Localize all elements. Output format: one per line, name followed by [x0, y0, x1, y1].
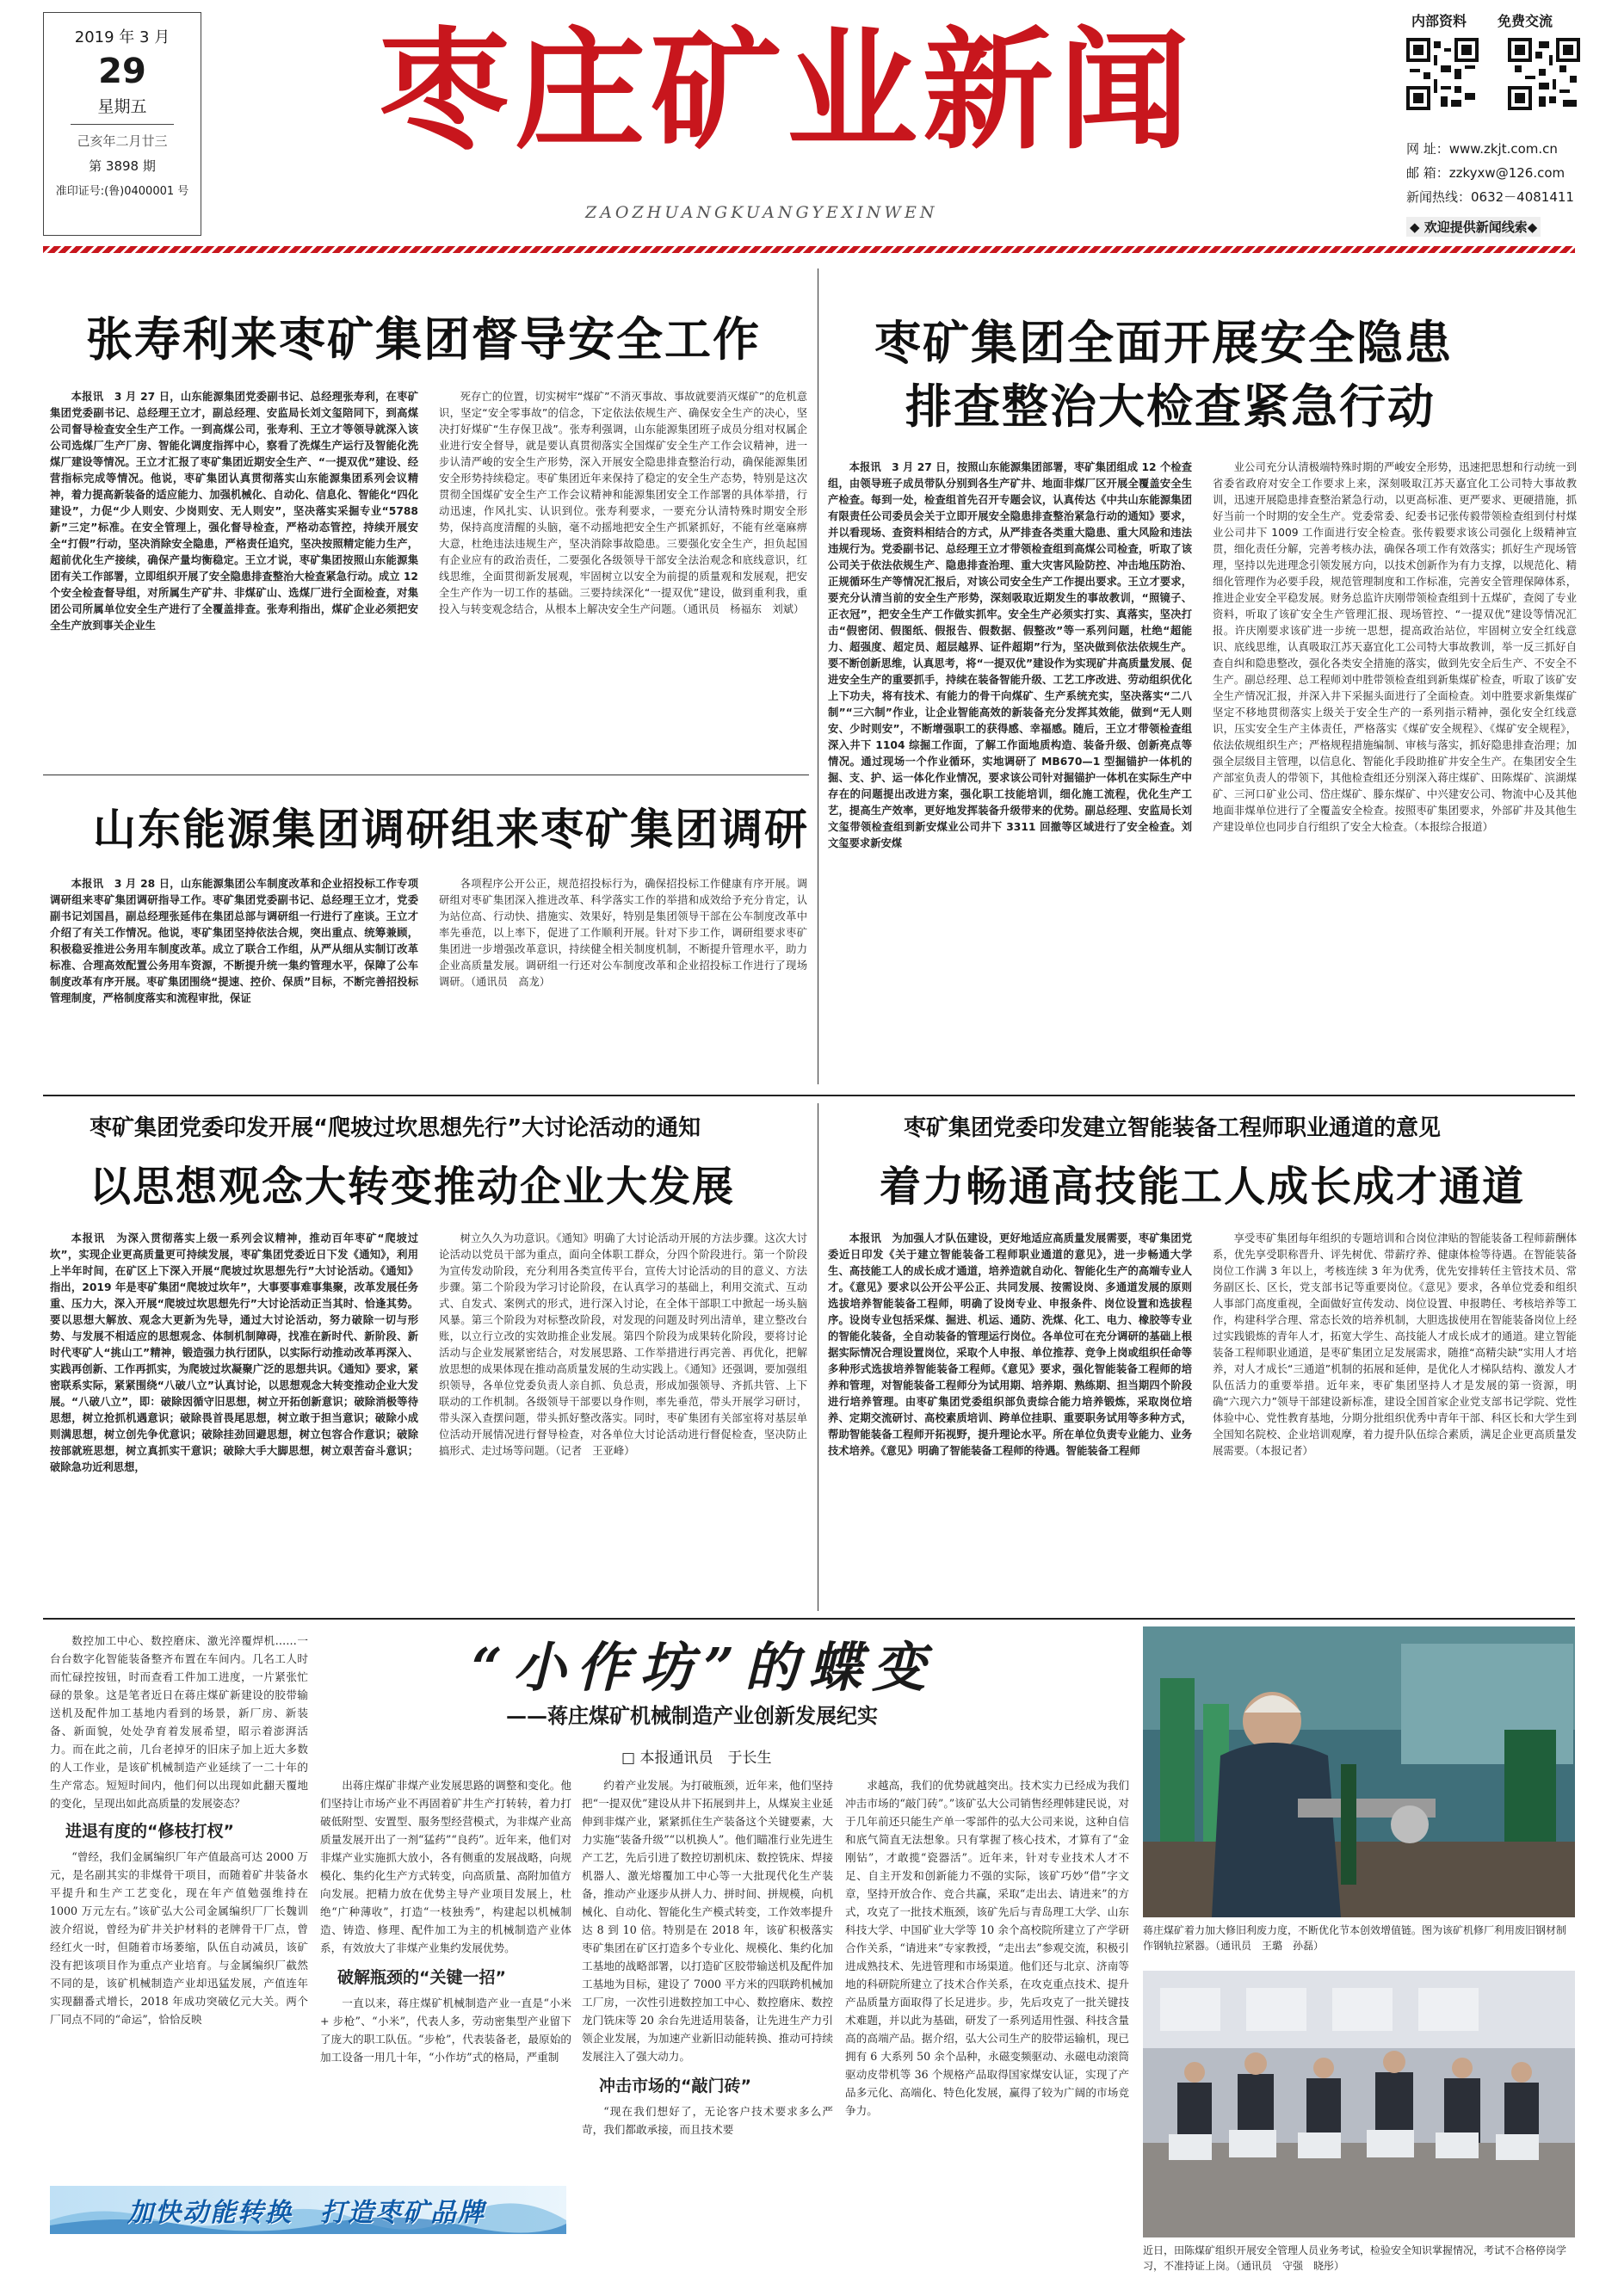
photo-worker-image: [1143, 1626, 1575, 1917]
contact-email: 邮 箱：zzkyxw@126.com: [1406, 165, 1566, 181]
issue-weekday: 星期五: [97, 97, 147, 116]
feature-col-2-text: 出蒋庄煤矿非煤产业发展思路的调整和变化。他们坚持让市场产业不再固着矿井生产打转转，着力打破低附型、安置型、服务型经营模式，为非煤产业高质量发展开出了一剂“猛药”“良药”。近年来，他们对非煤产业实施抓大放小，各有侧重的发展战略，向规模化、集约化生产方式转变，向高质量、高附加值方向发展。把精力放在优势主导产业项目发展上，杜绝“广种薄收”，打造“一枝独秀”，构建起以机械制造、铸造、修理、配件加工为主的机械制造产业体系，有效放大了非煤产业集约发展优势。: [320, 1779, 571, 1954]
feature-col-1b-text: “曾经，我们金属编织厂年产值最高可达 2000 万元，是名副其实的非煤骨干项目，而随着矿井装备水平提升和生产工艺变化，现在年产值勉强维持在 1000 万元左右。”该矿弘大公司金属编织厂厂长魏训波介绍说，曾经为矿井关护材料的老牌骨干厂点，曾经红火一时，但随着市场萎缩，队伍自动减员，该矿没有把该项目作为重点产业培育。与金属编织厂截然不同的是，该矿机械制造产业却迅猛发展，产值连年实现翻番式增长，2018 年成功突破亿元大关。两个厂同点不同的“命运”，恰恰反映: [50, 1850, 308, 2026]
issue-lunar: 己亥年二月廿三: [77, 133, 168, 149]
issue-permit: 准印证号:(鲁)0400001 号: [55, 185, 189, 198]
article-5-kicker: 枣矿集团党委印发建立智能装备工程师职业通道的意见: [904, 1115, 1442, 1141]
article-1-title: 张寿利来枣矿集团督导安全工作: [86, 312, 761, 367]
masthead-pinyin: ZAOZHUANGKUANGYEXINWEN: [585, 203, 938, 222]
article-3-body: [50, 876, 807, 1084]
photo-worker: [1143, 1626, 1575, 1917]
photo-exam: [1143, 1971, 1575, 2237]
article-2-col-1: 本报讯 3 月 27 日，按照山东能源集团部署，枣矿集团组成 12 个检查组，由领导班子成员带队分别到各生产矿井、地面非煤厂区开展全覆盖安全生产检查。每到一处，检查组首先召开专题会议，认真传达《中共山东能源集团有限责任公司委员会关于立即开展安全隐患排查整治紧急行动的通知》要求，并以看现场、查资料相结合的方式，从严排查各类重大隐患、重大风险和违法违规行为。党委副书记、总经理王立才带领检查组到高煤公司检查，听取了该公司关于依法依规生产、隐患排查治理、重大灾害风险防控、冲击地压防治、正规循环生产等情况汇报后，对该公司安全生产工作提出要求。王立才要求，要充分认清当前的安全生产形势，深刻吸取近期发生的事故教训，“照镜子、正衣冠”，把安全生产工作做实抓牢。安全生产必须实打实、真落实，坚决打击“假密闭、假图纸、假报告、假数据、假整改”等一系列问题，杜绝“超能力、超强度、超定员、超层越界、证件超期”行为，坚决做到依法依规生产。要不断创新思维，认真思考，将“一提双优”建设作为实现矿井高质量发展、促进安全生产的重要抓手，持续在装备智能升级、工艺工序改进、劳动组织优化上下功夫，将有技术、有能力的骨干向煤矿、生产系统充实，坚决落实“二八制”“三六制”作业，让企业智能高效的新装备充分发挥其效能，做到“无人则安、少时则安”，不断增强职工的获得感、幸福感。随后，王立才带领检查组深入井下 1104 综掘工作面，了解工作面地质构造、装备升级、创新亮点等情况。通过现场一个作业循环，实地调研了 MB670—1 型掘锚护一体机的掘、支、护、运一体化作业情况，要求该公司针对掘锚护一体机在实际生产中存在的问题提出改进方案，强化职工技能培训，细化施工流程，优化生产工艺，提高生产效率，更好地发挥装备升级带来的优势。副总经理、安监局长刘文玺带领检查组到新安煤业公司井下 3311 回撤等区域进行了安全检查。刘文玺要求新安煤: [828, 461, 1192, 849]
contact-hotline: 新闻热线：0632－4081411: [1406, 189, 1574, 205]
issue-date: 2019 年 3 月: [74, 28, 170, 46]
feature-col-4: [845, 1776, 1129, 2275]
article-5-body: [828, 1231, 1577, 1606]
contact-welcome: ◆ 欢迎提供新闻线索◆: [1406, 217, 1541, 237]
article-4-col-1: 本报讯 为深入贯彻落实上级一系列会议精神，推动百年枣矿“爬坡过坎”，实现企业更高质量更可持续发展，枣矿集团党委近日下发《通知》，利用上半年时间，在矿区上下深入开展“爬坡过坎思想先行”大讨论活动。《通知》指出，2019 年是枣矿集团“爬坡过坎年”，大事要事难事集聚，改革发展任务重、压力大，深入开展“爬坡过坎思想先行”大讨论活动正当其时、恰逢其势。要以思想大解放、观念大更新为先导，通过大讨论活动，努力破除一切与形势、与发展不相适应的思想观念、体制机制障碍，找准在新时代、新阶段、新时代枣矿人“挑山工”精神，锻造强力执行团队，以实际行动推动改革再深入、实践再创新、工作再抓实，为爬坡过坎凝聚广泛的思想共识。《通知》要求，紧密联系实际，紧紧围绕“八破八立”认真讨论，以思想观念大转变推动企业大发展。“八破八立”，即：破除因循守旧思想，树立开拓创新意识；破除消极等待思想，树立抢抓机遇意识；破除畏首畏尾思想，树立敢于担当意识；破除小成则满思想，树立创先争优意识；破除挂劲回避思想，树立包容合作意识；破除按部就班思想，树立真抓实干意识；破除大手大脚思想，树立艰苦奋斗意识；破除急功近利思想，: [50, 1232, 418, 1473]
slogan-banner: [50, 2186, 566, 2234]
slogan-text: 加快动能转换 打造枣矿品牌: [127, 2198, 485, 2228]
feature-col-4-text: 求越高，我们的优势就越突出。技术实力已经成为我们冲击市场的“敲门砖”。”该矿弘大公司销售经理韩建民说，对于几年前还只能生产单一零部件的弘大公司来说，这种自信和底气简直无法想象。只有掌握了核心技术，才算有了“金刚钻”，才敢揽“瓷器活”。近年来，针对专业技术人才不足、自主开发和创新能力不强的实际，该矿巧妙“借”字文章，坚持开放合作、竞合共赢，采取“走出去、请进来”的方式，攻克了一批技术瓶颈，该矿先后与青岛理工大学、山东科技大学、中国矿业大学等 10 余个高校院所建立了产学研合作关系，“请进来”专家教授，“走出去”参观交流，积极引进成熟技术、先进管理和市场渠道。他们还与北京、济南等地的科研院所建立了技术合作关系，在攻克重点技术、提升产品质量方面取得了长足进步。步，先后攻克了一批关键技术难题，并以此为基础，研发了一系列适用性强、科技含量高的高端产品。据介绍，弘大公司生产的胶带运输机，现已拥有 6 大系列 50 余个品种，永磁变频驱动、永磁电动滚筒驱动皮带机等 36 个规格产品取得国家煤安认证，实现了产品多元化、高端化、特色化发展，赢得了较为广阔的市场竞争力。: [845, 1779, 1129, 2117]
masthead-rule: [43, 246, 1575, 253]
article-5-col-1: 本报讯 为加强人才队伍建设，更好地适应高质量发展需要，枣矿集团党委近日印发《关于建立智能装备工程师职业通道的意见》，进一步畅通大学生、高技能工人的成长成才通道，培养造就自动化、智能化生产的高端专业人才。《意见》要求以公开公平公正、共同发展、按需设岗、多通道发展的原则选拔培养智能装备工程师，明确了设岗专业、申报条件、岗位设置和选拔程序。设岗专业包括采煤、掘进、机运、通防、洗煤、化工、电力、橡胶等专业的智能化装备，全自动装备的管理运行岗位。各单位可在充分调研的基础上根据实际情况合理设置岗位，采取个人申报、单位推荐、竞争上岗或组织任命等多种形式选拔培养智能装备工程师。《意见》要求，强化智能装备工程师的培养和管理，对智能装备工程师分为试用期、培养期、熟练期、担当期四个阶段进行培养管理。由枣矿集团党委组织部负责综合能力培养锻炼，采取岗位培养、定期交流研讨、高校素质培训、跨单位挂职、重要职务试用等多种方式，帮助智能装备工程师开拓视野，提升理论水平。所在单位负责专业能力、业务技术培养。《意见》明确了智能装备工程师的待遇。智能装备工程师: [828, 1232, 1192, 1457]
qr-code-left: [1406, 38, 1479, 110]
photo-exam-image: [1143, 1971, 1575, 2237]
article-3-col-2: 各项程序公开公正，规范招投标行为，确保招投标工作健康有序开展。调研组对枣矿集团深入推进改革、科学落实工作的举措和成效给予充分肯定，认为站位高、行动快、措施实、效果好，特别是集团领导干部在公车制度改革中率先垂范，以上率下，促进了工作顺利开展。针对下步工作，调研组要求枣矿集团进一步增强改革意识，持续健全相关制度机制，不断提升管理水平，助力企业高质量发展。调研组一行还对公车制度改革和企业招投标工作进行了现场调研。（通讯员 高龙）: [439, 878, 807, 988]
contact-website: 网 址：www.zkjt.com.cn: [1406, 141, 1558, 157]
tag-free: 免费交流: [1498, 13, 1553, 29]
feature-col-1: [50, 1632, 308, 2174]
article-1-col-1: 本报讯 3 月 27 日，山东能源集团党委副书记、总经理张寿利，在枣矿集团党委副书记、总经理王立才，副总经理、安监局长刘文玺陪同下，到高煤公司督导检查安全生产工作。一到高煤公司，张寿利、王立才等领导就深入该公司选煤厂生产厂房、智能化调度指挥中心，察看了洗煤生产运行及智能化洗煤厂建设等情况。王立才汇报了枣矿集团近期安全生产、“一提双优”建设、经营指标完成等情况。他说，枣矿集团认真贯彻落实山东能源集团系列会议精神，着力提高新装备的适应能力、加强机械化、自动化、信息化、智能化“四化建设”，力促“少人则安、少岗则安、无人则安”，坚决落实采掘专业“5788 新”三定”标准。在安全管理上，强化督导检查，严格动态管控，持续开展安全“打假”行动，坚决消除安全隐患，严格责任追究，坚决按照精定能力生产，超前优化生产接续，确保产量均衡稳定。王立才说，枣矿集团按照山东能源集团有关工作部署，立即组织开展了安全隐患排查整治大检查紧急行动。成立 12 个安全检查督导组，对所属生产矿井、非煤矿山、选煤厂进行全面检查，对集团公司所属单位安全生产进行了全覆盖排查。张寿利指出，煤矿企业必须把安全生产放到事关企业生: [50, 391, 418, 632]
feature-col-2: [320, 1776, 571, 2241]
photo-worker-caption: 蒋庄煤矿着力加大修旧利废力度，不断优化节本创效增值链。图为该矿机修厂利用废旧钢材制作钢轨拉紧器。（通讯员 王璐 孙磊）: [1143, 1924, 1567, 1952]
article-2-title-line-1: 枣矿集团全面开展安全隐患: [874, 316, 1453, 370]
article-4-col-2: 树立久久为功意识。《通知》明确了大讨论活动开展的方法步骤。这次大讨论活动以党员干部为重点，面向全体职工群众，分四个阶段进行。第一个阶段为宣传发动阶段，充分利用各类宣传平台，宣传大讨论活动的目的意义、方法步骤。第二个阶段为学习讨论阶段，在认真学习的基础上，利用交流式、互动式、自发式、案例式的形式，进行深入讨论，在全体干部职工中掀起一场头脑风暴。第三个阶段为对标整改阶段，对发现的问题及时列出清单，建立整改台账，以立行立改的实效助推企业发展。第四个阶段为成果转化阶段，要将讨论活动与企业发展紧密结合，对发展思路、工作举措进行再完善、再优化，把解放思想的成果体现在推动高质量发展的生动实践上。《通知》还强调，要加强组织领导，各单位党委负责人亲自抓、负总责，形成加强领导、齐抓共管、上下联动的工作机制。各级领导干部要以身作则，率先垂范，带头开展学习研讨，带头深入查摆问题，带头抓好整改落实。同时，枣矿集团有关部室将对基层单位活动开展情况进行督导检查，对各单位大讨论活动进行督促检查，坚决防止搞形式、走过场等问题。（记者 王亚峰）: [439, 1232, 807, 1457]
article-4-kicker: 枣矿集团党委印发开展“爬坡过坎思想先行”大讨论活动的通知: [90, 1115, 701, 1141]
article-4-title: 以思想观念大转变推动企业大发展: [90, 1163, 736, 1211]
tag-internal: 内部资料: [1411, 13, 1467, 29]
article-2-body: [828, 460, 1577, 1083]
feature-subhead-c: 冲击市场的“敲门砖”: [599, 2077, 751, 2095]
issue-number: 第 3898 期: [89, 158, 156, 174]
photo-exam-caption: 近日，田陈煤矿组织开展安全管理人员业务考试，检验安全知识掌握情况，考试不合格停岗学习，不准持证上岗。（通讯员 守强 晓彤）: [1143, 2244, 1567, 2272]
article-3-title: 山东能源集团调研组来枣矿集团调研: [93, 805, 809, 855]
qr-code-right: [1508, 38, 1580, 110]
article-5-title: 着力畅通高技能工人成长成才通道: [880, 1163, 1526, 1211]
article-2-title-line-2: 排查整治大检查紧急行动: [905, 380, 1436, 434]
feature-title: “小作坊”的蝶变: [472, 1636, 936, 1699]
feature-col-3b-text: “现在我们想好了，无论客户技术要求多么严苛，我们都敢承接，而且技术要: [582, 2105, 833, 2136]
section-rule-middle: [43, 1095, 1575, 1096]
section-rule-feature: [43, 1618, 1575, 1620]
article-4-body: [50, 1231, 807, 1606]
article-3-col-1: 本报讯 3 月 28 日，山东能源集团公车制度改革和企业招投标工作专项调研组来枣矿集团调研指导工作。枣矿集团党委副书记、总经理王立才，党委副书记刘国昌，副总经理张延伟在集团总部与调研组一行进行了座谈。王立才介绍了有关工作情况。他说，枣矿集团坚持依法合规，突出重点、统筹兼顾，积极稳妥推进公务用车制度改革。成立了联合工作组，从严从细从实制订改革标准、合理高效配置公务用车资源，不断提升统一集约管理水平，保障了公车制度改革有序开展。枣矿集团围绕“提速、控价、保质”目标，不断完善招投标管理制度，严格制度落实和流程审批，保证: [50, 878, 418, 1004]
feature-subtitle: ——蒋庄煤矿机械制造产业创新发展纪实: [506, 1703, 878, 1728]
issue-divider: [71, 124, 174, 125]
issue-info-box: [43, 12, 201, 236]
feature-subhead-a: 进退有度的“修枝打杈”: [65, 1822, 234, 1841]
feature-col-1-text: 数控加工中心、数控磨床、激光淬覆焊机……一台台数字化智能装备整齐布置在车间内。几名工人时而忙碌控按钮，时而查看工件加工进度，一片紧张忙碌的景象。这是笔者近日在蒋庄煤矿新建设的胶带输送机及配件加工基地内看到的场景，新厂房、新装备、新面貌，处处孕育着发展希望，昭示着澎湃活力。而在此之前，几台老掉牙的旧床子加上近大多数的人工作业，是该矿机械制造产业延续了一二十年的生产常态。短短时间内，他们何以出现如此翻天覆地的变化，呈现出如此高质量的发展姿态？: [50, 1634, 308, 1810]
article-1-body: [50, 389, 807, 761]
feature-byline: □ 本报通讯员 于长生: [621, 1750, 772, 1767]
article-5-col-2: 享受枣矿集团每年组织的专题培训和合岗位津贴的智能装备工程师薪酬体系，优先享受职称晋升、评先树优、带薪疗养、健康体检等待遇。在智能装备岗位工作满 3 年以上，考核连续 3 年为优秀，优先安排转任主管技术员、常务副区长、区长，党支部书记等重要岗位。《意见》要求，各单位党委和组织人事部门高度重视，全面做好宣传发动、岗位设置、申报聘任、考核培养等工作，构建科学合理、常态长效的培养机制，大胆选拔使用在智能装备岗位上经过实践锻炼的青年人才，拓宽大学生、高技能人才成长成才的通道。建立智能装备工程师职业通道，是枣矿集团立足发展需求，随推“高精尖缺”实用人才培养，对人才成长“三通道”机制的拓展和延伸，是优化人才梯队结构、激发人才队伍活力的重要举措。近年来，枣矿集团坚持人才是发展的第一资源，明确“六现六力”领导干部建设新标准，建设全国首家企业党支部书记学院、党性体验中心、党性教育基地，分期分批组织优秀中青年干部、科区长和大学生到全国知名院校、企业培训观摩，着力提升队伍综合素质，满足企业更高质量发展需要。（本报记者）: [1213, 1232, 1577, 1457]
feature-col-3-text: 约着产业发展。为打破瓶颈，近年来，他们坚持把“一提双优”建设从井下拓展到井上，从煤炭主业延伸到非煤产业，紧紧抓住生产装备这个关键要素，大力实施“装备升级”“以机换人”。他们瞄准行业先进生产工艺，先后引进了数控切割机床、数控铣床、焊接机器人、激光熔覆加工中心等一大批现代化生产装备，推动产业逐步从拼人力、拼时间、拼规模，向机械化、自动化、智能化生产模式转变，工作效率提升达 8 到 10 倍。特别是在 2018 年，该矿积极落实枣矿集团在矿区打造多个专业化、规模化、集约化加工基地的战略部署，以打造矿区胶带输送机及配件加工基地为目标，建设了 7000 平方米的四联跨机械加工厂房，一次性引进数控加工中心、数控磨床、数控龙门铣床等 20 余台先进适用装备，让先进生产力引领企业发展，为加速产业新旧动能转换、推动可持续发展注入了强大动力。: [582, 1779, 833, 2063]
article-1-col-2: 死存亡的位置，切实树牢“煤矿”不消灭事故、事故就要消灭煤矿”的危机意识，坚定“安全零事故”的信念，下定依法依规生产、确保安全生产的决心，坚决打好煤矿“生存保卫战”。张寿利强调，山东能源集团班子成员分组对权属企业进行安全督导，就是要认真贯彻落实全国煤矿安全生产工作会议精神，进一步认清严峻的安全生产形势，深入开展安全隐患排查整治行动，确保能源集团安全形势持续稳定。枣矿集团近年来保持了稳定的安全生产态势，特别是这次贯彻全国煤矿安全生产工作会议精神和能源集团安全工作部署的具体举措，行动迅速，作风扎实、认识到位。张寿利要求，一要充分认清特殊时期安全形势，保持高度清醒的头脑，毫不动摇地把安全生产抓紧抓好，不能有丝毫麻痹大意，杜绝违法违规生产，坚决消除事故隐患。三要强化安全生产，担负起国有企业应有的政治责任，二要强化各级领导干部安全法治观念和底线意识，红线思维，全面贯彻新发展观，牢固树立以安全为前提的质量观和发展观，把安全生产作为一切工作的基础。三要持续深化“一提双优”建设，做到重利我，重投入与转变观念结合，从根本上解决安全生产问题。（通讯员 杨福东 刘斌）: [439, 391, 807, 615]
feature-col-3: [582, 1776, 833, 2275]
masthead-title: 枣庄矿业新闻: [379, 13, 1195, 167]
issue-day: 29: [98, 52, 146, 91]
feature-subhead-b: 破解瓶颈的“关键一招”: [337, 1968, 506, 1987]
article-2-col-2: 业公司充分认清极端特殊时期的严峻安全形势，迅速把思想和行动统一到省委省政府对安全工作要求上来，深刻吸取江苏天嘉宜化工公司特大事故教训，迅速开展隐患排查整治紧急行动，以更高标准、更严要求、更硬措施，抓好当前一个时期的安全生产。党委常委、纪委书记张传毅带领检查组到付村煤业公司井下 1009 工作面进行安全检查。张传毅要求该公司强化上级精神宣贯，细化责任分解，完善考核办法，确保各项工作有效落实；抓好生产现场管理，坚持以先进理念引领发展方向，以技术创新作为有力支撑，以规范化、精细化管理作为必要手段，规范管理制度和工作标准，完善安全管理保障体系，推进企业安全平稳发展。财务总监许庆刚带领检查组到十五煤矿，查阅了专业资料，听取了该矿安全生产管理汇报、现场管控、“一提双优”建设等情况汇报。许庆刚要求该矿进一步统一思想，提高政治站位，牢固树立安全红线意识、底线思维，认真吸取江苏天嘉宜化工公司特大事故教训，举一反三抓好自查自纠和隐患整改，强化各类安全措施的落实，做到先安全后生产、不安全不生产。副总经理、总工程师刘中胜带领检查组到新集煤矿检查，听取了该矿安全生产情况汇报，并深入井下采掘头面进行了全面检查。刘中胜要求新集煤矿坚定不移地贯彻落实上级关于安全生产的一系列指示精神，强化安全红线意识，压实安全生产主体责任，严格落实《煤矿安全规程》、《煤矿安全规程》，依法依规组织生产；严格规程措施编制、审核与落实，抓好隐患排查治理；加强全层级目主管理，以信息化、智能化手段助推矿井安全生产。在集团安全生产部室负责人的带领下，其他检查组还分别深入蒋庄煤矿、田陈煤矿、滨湖煤矿、三河口矿业公司、岱庄煤矿、滕东煤矿、中兴建安公司、物流中心及其他地面非煤单位进行了全覆盖安全检查。按照枣矿集团要求，外部矿井及其他生产建设单位也同步自行组织了安全大检查。（本报综合报道）: [1213, 461, 1577, 833]
feature-col-2b-text: 一直以来，蒋庄煤矿机械制造产业一直是“小米 + 步枪”、“小米”，代表人多，劳动密集型产业留下了庞大的职工队伍。“步枪”，代表装备老，最原始的加工设备一用几十年，“小作坊”式的格局，严重制: [320, 1997, 571, 2064]
